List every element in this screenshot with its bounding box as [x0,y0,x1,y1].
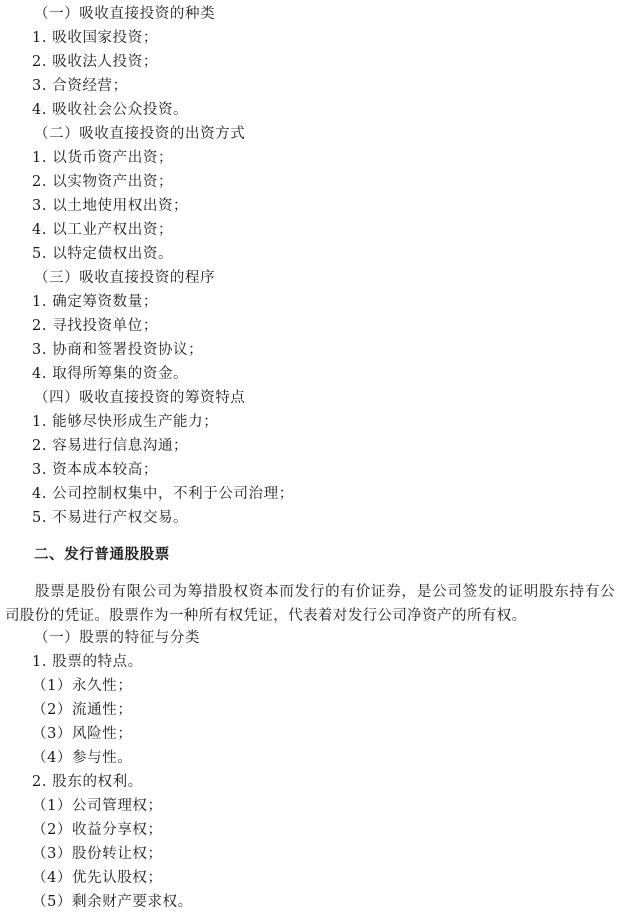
list-item: （2）收益分享权； [32,822,163,838]
list-item: （4）优先认股权； [32,870,163,886]
list-item: 3. 协商和签署投资协议； [32,342,204,358]
list-item: 5. 以特定债权出资。 [32,246,174,262]
list-item: （4）参与性。 [32,750,133,766]
list-item: （3）股份转让权； [32,846,163,862]
list-item: 2. 容易进行信息沟通； [32,438,189,454]
list-item: 3. 以土地使用权出资； [32,198,189,214]
list-item: 2. 以实物资产出资； [32,174,174,190]
list-item: 2. 吸收法人投资； [32,54,158,70]
heading-contribution-methods: （二）吸收直接投资的出资方式 [34,126,246,142]
list-item: （3）风险性； [32,726,133,742]
list-item: 1. 股票的特点。 [32,654,143,670]
list-item: （1）公司管理权； [32,798,163,814]
list-item: 4. 吸收社会公众投资。 [32,102,189,118]
list-item: 1. 吸收国家投资； [32,30,158,46]
list-item: 1. 确定筹资数量； [32,294,158,310]
heading-financing-characteristics: （四）吸收直接投资的筹资特点 [34,390,246,406]
list-item: 3. 合资经营； [32,78,128,94]
list-item: （5）剩余财产要求权。 [32,894,193,910]
list-item: 5. 不易进行产权交易。 [32,510,189,526]
list-item: 3. 资本成本较高； [32,462,158,478]
list-item: 1. 能够尽快形成生产能力； [32,414,219,430]
body-paragraph: 股票是股份有限公司为筹措股权资本而发行的有价证券，是公司签发的证明股东持有公司股份的凭证。股票作为一种所有权凭证，代表着对发行公司净资产的所有权。 [5,584,615,624]
list-item: 4. 以工业产权出资； [32,222,174,238]
heading-stock-features: （一）股票的特征与分类 [34,630,201,646]
list-item: 4. 取得所筹集的资金。 [32,366,189,382]
list-item: 2. 股东的权利。 [32,774,143,790]
list-item: 2. 寻找投资单位； [32,318,158,334]
list-item: 4. 公司控制权集中，不利于公司治理； [32,486,294,502]
section-heading: 二、发行普通股股票 [34,547,170,563]
heading-types-of-direct-investment: （一）吸收直接投资的种类 [34,6,216,22]
list-item: （1）永久性； [32,678,133,694]
list-item: 1. 以货币资产出资； [32,150,174,166]
heading-procedure: （三）吸收直接投资的程序 [34,270,216,286]
list-item: （2）流通性； [32,702,133,718]
